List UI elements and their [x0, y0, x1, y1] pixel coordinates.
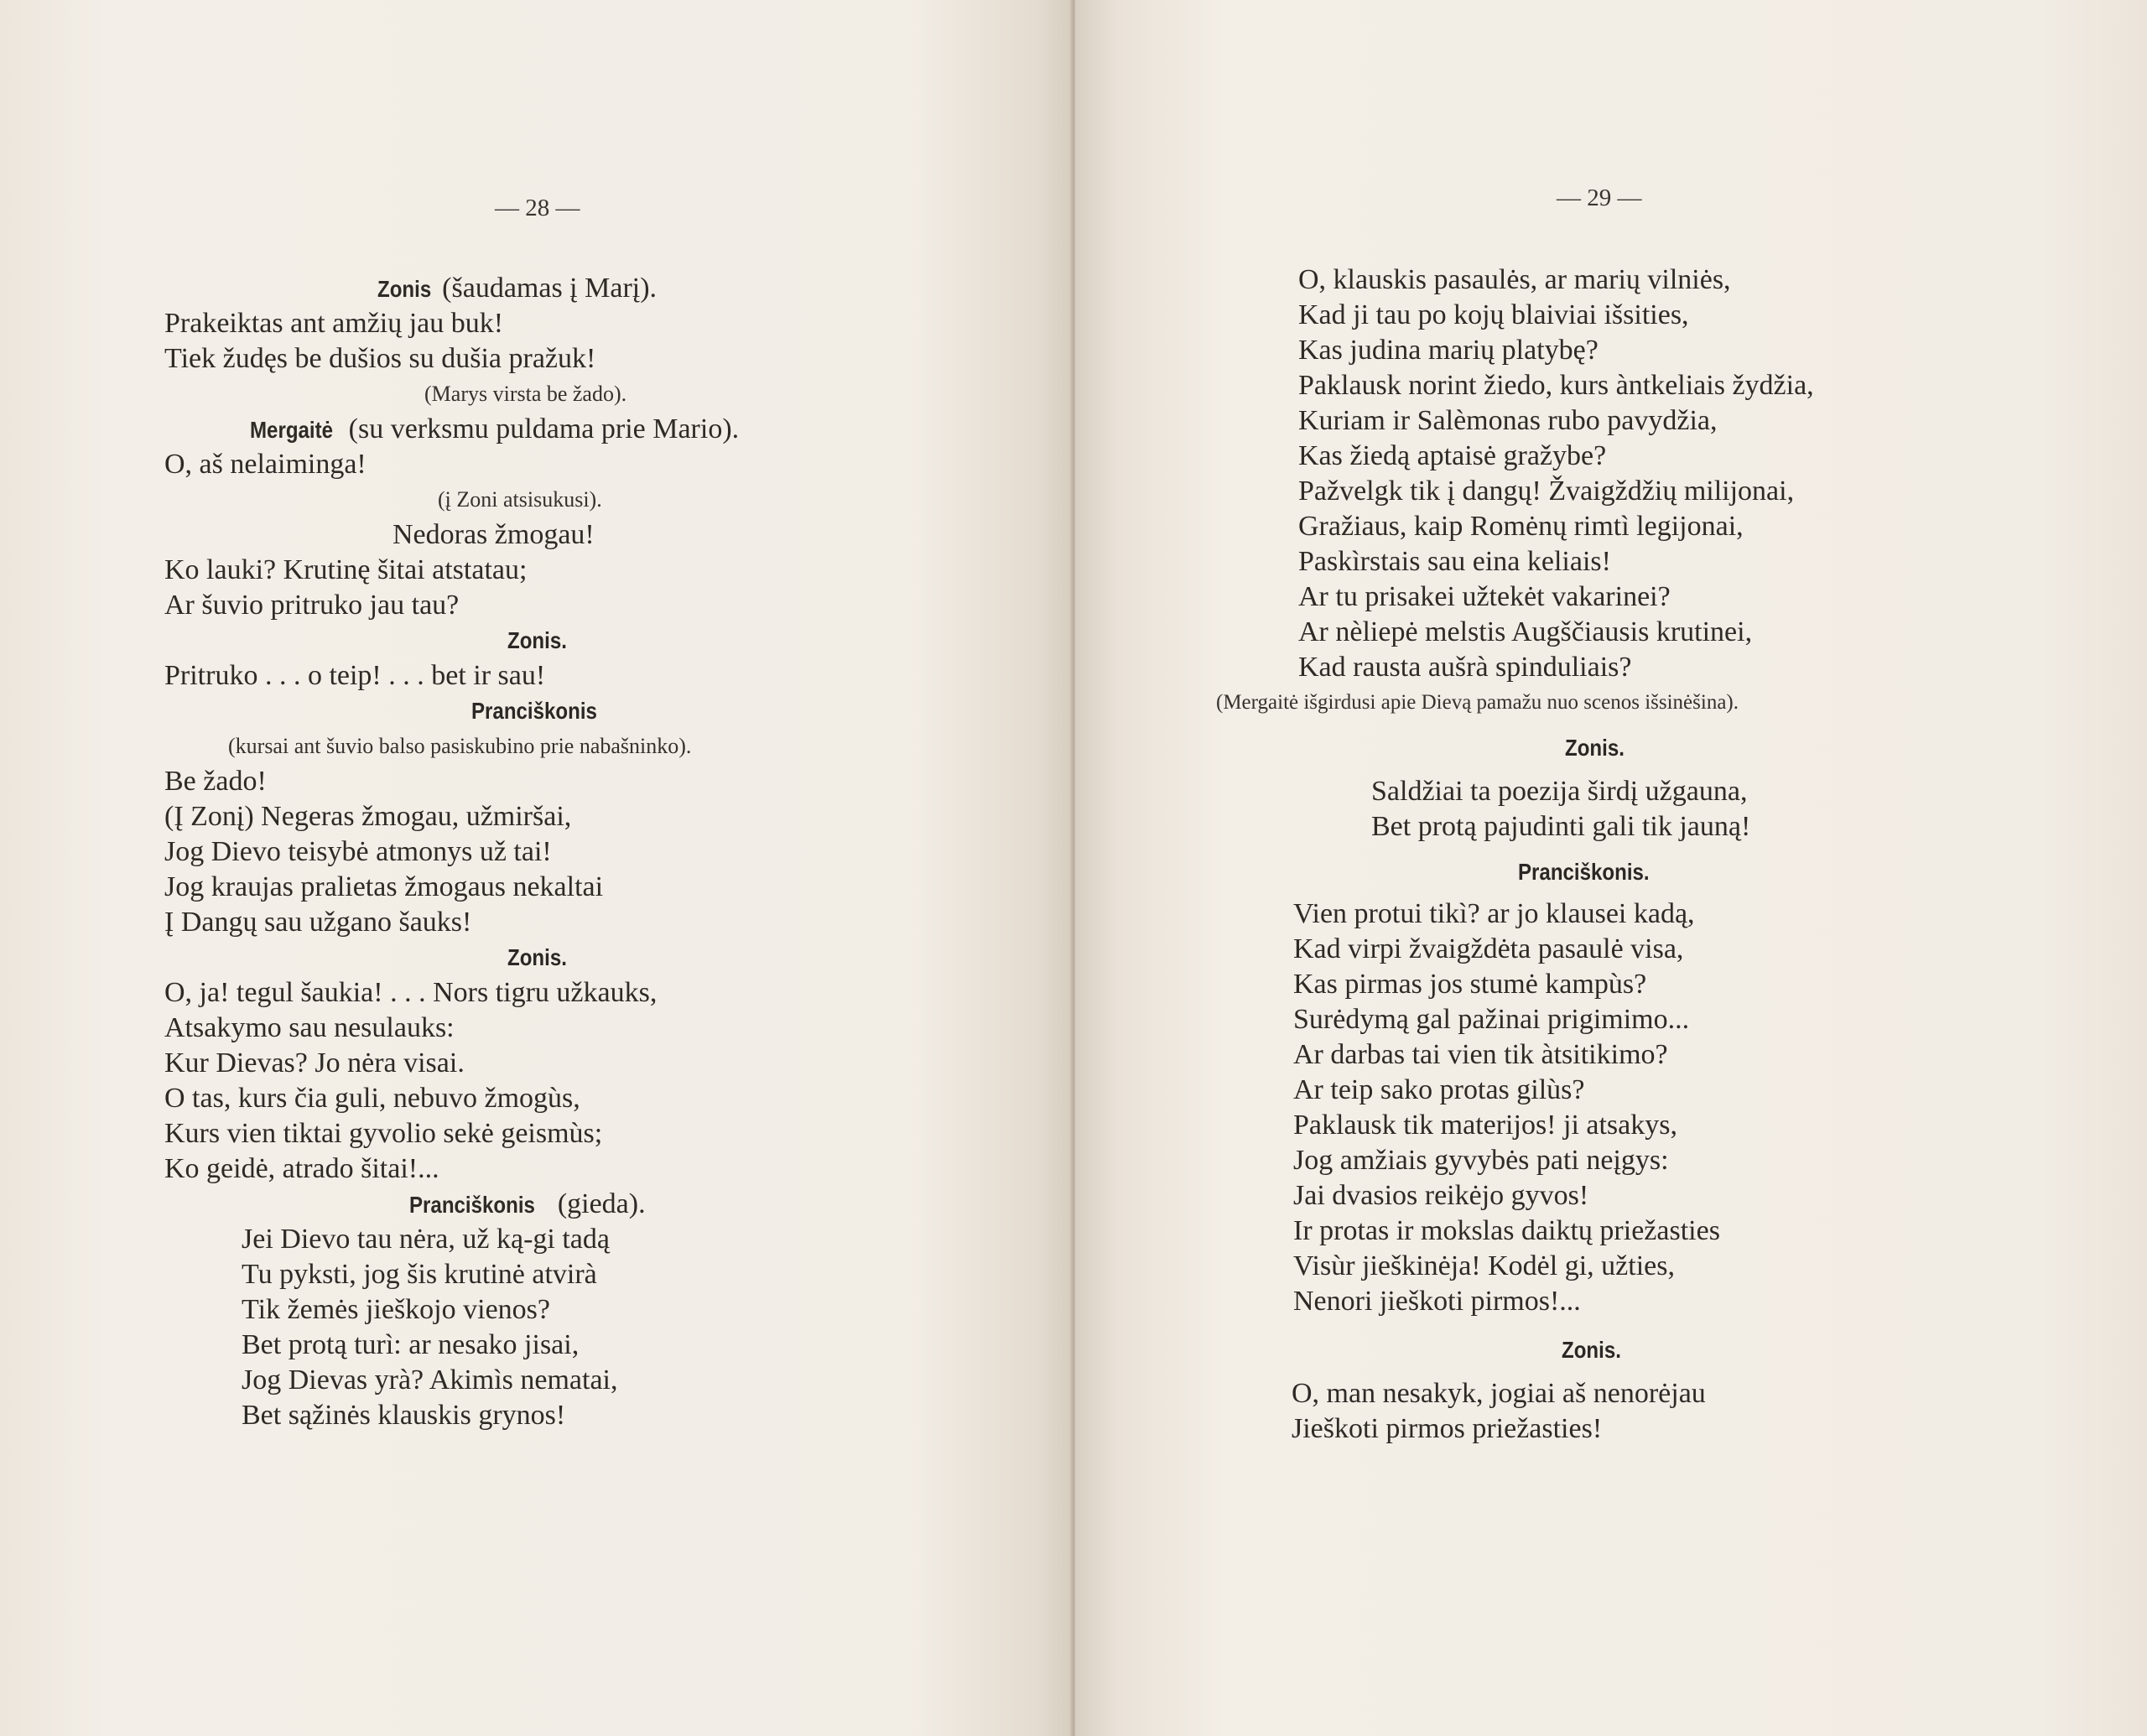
stage-direction: (į Zoni atsisukusi). — [438, 487, 602, 512]
speaker-name: Zonis. — [1565, 735, 1625, 761]
verse-line: (Į Zonį) Negeras žmogau, užmiršai, — [164, 801, 572, 832]
stage-direction: (Marys virsta be žado). — [424, 382, 627, 406]
verse-line: Kurs vien tiktai gyvolio sekė geismùs; — [164, 1118, 603, 1149]
speaker-name: Pranciškonis. — [1518, 859, 1650, 885]
verse-line: Paklausk norint žiedo, kurs àntkeliais žydžia, — [1298, 370, 1814, 401]
speaker-name: Zonis. — [507, 944, 567, 970]
verse-line: Kur Dievas? Jo nėra visai. — [164, 1047, 465, 1079]
speaker-line — [377, 272, 657, 306]
verse-line: Kad virpi žvaigždėta pasaulė visa, — [1293, 933, 1684, 964]
verse-line: Tiek žudęs be dušios su dušia pražuk! — [164, 343, 596, 374]
page-number: — 28 — — [495, 195, 580, 221]
verse-line: Visùr jieškinėja! Kodėl gi, užties, — [1293, 1250, 1675, 1281]
verse-line: Tu pyksti, jog šis krutinė atvirà — [242, 1259, 597, 1290]
verse-line: Ar tu prisakei užtekėt vakarinei? — [1298, 581, 1671, 612]
verse-line: Jieškoti pirmos priežasties! — [1292, 1413, 1603, 1444]
verse-line: Jog amžiais gyvybės pati neįgys: — [1293, 1145, 1669, 1176]
verse-line: Jog Dievas yrà? Akimìs nematai, — [242, 1364, 618, 1396]
speaker-name: Zonis. — [1562, 1337, 1621, 1363]
verse-line: O, klauskis pasaulės, ar marių vilniės, — [1298, 264, 1731, 295]
verse-line: Kas žiedą aptaisė gražybe? — [1298, 440, 1607, 471]
verse-line: Vien protui tikì? ar jo klausei kadą, — [1293, 898, 1695, 929]
verse-line: Paskìrstais sau eina keliais! — [1298, 546, 1611, 577]
verse-line: Kuriam ir Salèmonas rubo pavydžia, — [1298, 405, 1718, 436]
speaker-line — [250, 413, 739, 447]
stage-direction: (kursai ant šuvio balso pasiskubino prie nabašninko). — [228, 734, 692, 758]
left-page — [0, 0, 1072, 1736]
speaker-name: Pranciškonis — [409, 1192, 535, 1218]
verse-line: Gražiaus, kaip Romėnų rimtì legijonai, — [1298, 511, 1744, 542]
right-page — [1075, 0, 2147, 1736]
verse-line: Ar darbas tai vien tik àtsitikimo? — [1293, 1039, 1668, 1070]
verse-line: Ar teip sako protas gilùs? — [1293, 1074, 1585, 1105]
stage-direction: (Mergaitė išgirdusi apie Dievą pamažu nuo scenos išsinėšina). — [1216, 691, 1739, 714]
verse-line: Kas pirmas jos stumė kampùs? — [1293, 969, 1647, 1000]
verse-line: Jai dvasios reikėjo gyvos! — [1293, 1180, 1589, 1211]
verse-line: Į Dangų sau užgano šauks! — [164, 907, 472, 938]
speaker-name: Pranciškonis — [471, 698, 597, 724]
verse-line: Ir protas ir mokslas daiktų priežasties — [1293, 1215, 1720, 1246]
page-number: — 29 — — [1557, 185, 1642, 211]
verse-line: Bet sąžinės klauskis grynos! — [242, 1400, 566, 1431]
verse-line: Tik žemės jieškojo vienos? — [242, 1294, 550, 1325]
verse-line: Ar nèliepė melstis Augščiausis krutinei, — [1298, 616, 1753, 647]
verse-line: Pritruko . . . o teip! . . . bet ir sau! — [164, 660, 546, 691]
verse-line: Nedoras žmogau! — [392, 519, 595, 550]
stage-direction: (su verksmu puldama prie Mario). — [341, 413, 740, 444]
verse-line: Bet protą pajudinti gali tik jauną! — [1371, 811, 1751, 842]
verse-line: Paklausk tik materijos! ji atsakys, — [1293, 1110, 1677, 1141]
verse-line: Ko geidė, atrado šitai!... — [164, 1153, 439, 1184]
verse-line: Kas judina marių platybę? — [1298, 335, 1599, 366]
verse-line: Saldžiai ta poezija širdį užgauna, — [1371, 776, 1748, 807]
verse-line: O tas, kurs čia guli, nebuvo žmogùs, — [164, 1083, 580, 1114]
verse-line: O, ja! tegul šaukia! . . . Nors tigru užkauks, — [164, 977, 658, 1008]
verse-line: Prakeiktas ant amžių jau buk! — [164, 308, 504, 339]
speaker-name: Zonis. — [507, 627, 567, 653]
verse-line: O, aš nelaiminga! — [164, 449, 366, 480]
verse-line: Jog kraujas pralietas žmogaus nekaltai — [164, 871, 604, 902]
stage-direction: (gieda). — [550, 1188, 646, 1219]
speaker-line — [409, 1188, 646, 1222]
verse-line: Jei Dievo tau nėra, už ką-gi tadą — [242, 1224, 610, 1255]
verse-line: Bet protą turì: ar nesako jisai, — [242, 1329, 580, 1360]
verse-line: Kad ji tau po kojų blaiviai išsities, — [1298, 299, 1689, 330]
verse-line: Ko lauki? Krutinę šitai atstatau; — [164, 554, 528, 585]
verse-line: O, man nesakyk, jogiai aš nenorėjau — [1292, 1378, 1706, 1409]
verse-line: Nenori jieškoti pirmos!... — [1293, 1286, 1581, 1317]
verse-line: Kad rausta aušrà spinduliais? — [1298, 652, 1632, 683]
stage-direction: (šaudamas į Marį). — [434, 273, 658, 304]
verse-line: Jog Dievo teisybė atmonys už tai! — [164, 836, 552, 867]
speaker-name: Mergaitė — [250, 417, 334, 443]
verse-line: Atsakymo sau nesulauks: — [164, 1012, 455, 1043]
speaker-name: Zonis — [377, 276, 432, 302]
verse-line: Be žado! — [164, 766, 267, 797]
verse-line: Ar šuvio pritruko jau tau? — [164, 590, 460, 621]
verse-line: Surėdymą gal pažinai prigimimo... — [1293, 1004, 1690, 1035]
verse-line: Pažvelgk tik į dangų! Žvaigždžių milijonai, — [1298, 476, 1795, 507]
